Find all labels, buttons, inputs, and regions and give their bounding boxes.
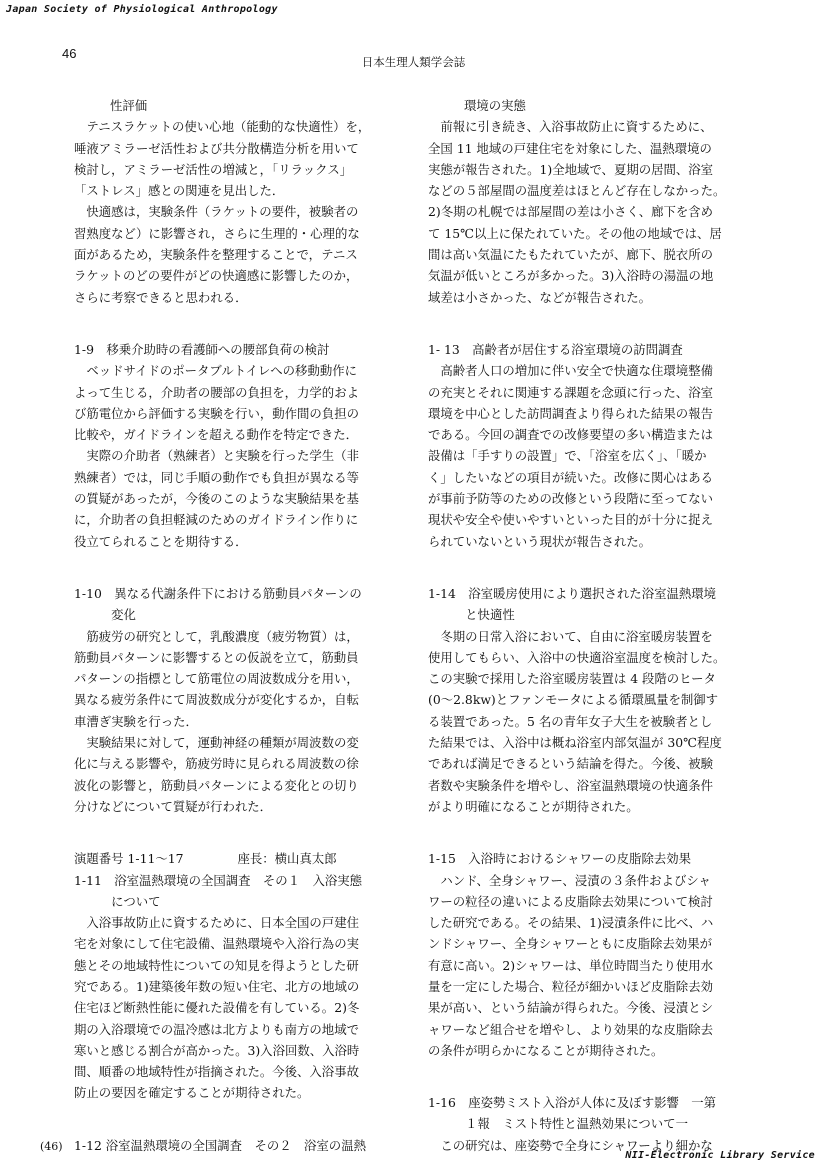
body-line: ベッドサイドのポータブルトイレへの移動動作に <box>74 363 358 379</box>
body-line: テニスラケットの使い心地（能動的な快適性）を， <box>74 119 371 135</box>
section-heading: 1-15 入浴時におけるシャワーの皮脂除去効果 <box>428 851 692 867</box>
body-line: 実験結果に対して，運動神経の種類が周波数の変 <box>74 735 359 751</box>
body-line: 防止の要因を確定することが期待された。 <box>74 1085 310 1101</box>
session-info <box>74 848 400 869</box>
body-line: 者数や実験条件を増やし、浴室温熱環境の快適条件 <box>428 777 713 793</box>
section-heading: 1-9 移乗介助時の看護師への腰部負荷の検討 <box>74 341 330 357</box>
body-line: 現状や安全や使いやすいといった目的が十分に捉え <box>428 512 713 528</box>
left-column <box>74 95 400 1156</box>
body-line: が事前予防等のための改修という段階に至ってない <box>428 491 713 507</box>
body-line: ワーの粒径の違いによる皮脂除去効果について検討 <box>428 893 713 909</box>
body-line: 量を一定にした場合、粒径が細かいほど皮脂除去効 <box>428 978 713 994</box>
body-line: 有意に高い。2)シャワーは、単位時間当たり使用水 <box>428 957 714 973</box>
nii-service-label: NII-Electronic Library Service <box>625 1150 815 1161</box>
body-line: 宅を対象にして住宅設備、温熱環境や入浴行為の実 <box>74 936 359 952</box>
body-line: 冬期の日常入浴において、自由に浴室暖房装置を <box>428 628 713 644</box>
body-line: 車漕ぎ実験を行った． <box>74 713 198 729</box>
section-body <box>428 360 754 552</box>
body-line: 使用してもらい、入浴中の快適浴室温度を検討した。 <box>428 649 726 665</box>
body-line: この研究は、座姿勢で全身にシャワーより細かな <box>428 1137 713 1153</box>
society-header: Japan Society of Physiological Anthropology <box>6 4 278 15</box>
section-heading: 1-16 座姿勢ミスト入浴が人体に及ぼす影響 一第 <box>428 1095 717 1111</box>
body-line: 域差は小さかった、などが報告された。 <box>428 289 652 305</box>
section-body <box>74 116 400 308</box>
body-line: 究である。1)建築後年数の短い住宅、北方の地域の <box>74 978 360 994</box>
body-line: さらに考察できると思われる． <box>74 289 248 305</box>
body-line: 果が高い、という結論が得られた。今後、浸漬とシ <box>428 1000 713 1016</box>
body-line: 検討し，アミラーゼ活性の増減と，「リラックス」 <box>74 161 353 177</box>
body-line: 高齢者人口の増加に伴い安全で快適な住環境整備 <box>428 363 713 379</box>
body-line: の条件が明らかになることが期待された。 <box>428 1042 664 1058</box>
section-heading: 1-12 浴室温熱環境の全国調査 その２ 浴室の温熱 <box>74 1137 366 1153</box>
section-heading-cont: １報 ミスト特性と温熱効果について一 <box>428 1116 688 1132</box>
body-line: 異なる疲労条件にて周波数成分が変化するか，自転 <box>74 692 359 708</box>
body-line: 入浴事故防止に資するために、日本全国の戸建住 <box>74 915 359 931</box>
section-heading: 1-14 浴室暖房使用により選択された浴室温熱環境 <box>428 585 717 601</box>
session-label: 演題番号 1-11～17 <box>74 851 184 867</box>
body-line: よって生じる，介助者の腰部の負担を，力学的およ <box>74 384 359 400</box>
section-body <box>428 870 754 1062</box>
body-line: た結果では、入浴中は概ね浴室内部気温が 30℃程度 <box>428 735 722 751</box>
journal-title: 日本生理人類学会誌 <box>361 55 466 69</box>
body-line: であれば満足できるという結論を得た。今後、被験 <box>428 756 713 772</box>
body-line: る装置であった。5 名の青年女子大生を被験者とし <box>428 713 713 729</box>
body-line: ンドシャワー、全身シャワーともに皮脂除去効果が <box>428 936 712 952</box>
body-line: に，介助者の負担軽減のためのガイドライン作りに <box>74 512 359 528</box>
footer-page-label: (46) <box>40 1140 63 1153</box>
body-line: 筋疲労の研究として，乳酸濃度（疲労物質）は， <box>74 628 359 644</box>
right-column <box>428 95 754 1156</box>
section-body <box>74 360 400 552</box>
body-line: 快適感は，実験条件（ラケットの要件，被験者の <box>74 204 359 220</box>
body-line: (0～2.8kw)とファンモータによる循環風量を制御す <box>428 692 719 708</box>
body-line: などの５部屋間の温度差はほとんど存在しなかった。 <box>428 183 726 199</box>
section-heading-cont: について <box>74 893 161 909</box>
body-line: 唾液アミラーゼ活性および共分散構造分析を用いて <box>74 140 359 156</box>
body-line: 筋動員パターンに影響するとの仮説を立て，筋動員 <box>74 649 359 665</box>
body-line: 住宅ほど断熱性能に優れた設備を有している。2)冬 <box>74 1000 360 1016</box>
body-line: 環境を中心とした訪問調査より得られた結果の報告 <box>428 405 713 421</box>
body-line: の充実とそれに関連する課題を念頭に行った、浴室 <box>428 384 713 400</box>
section-heading-cont: と快適性 <box>428 607 515 623</box>
body-line: がより明確になることが期待された。 <box>428 798 639 814</box>
body-line: 2)冬期の札幌では部屋間の差は小さく、廊下を含め <box>428 204 714 220</box>
body-line: 寒いと感じる割合が高かった。3)入浴回数、入浴時 <box>74 1042 360 1058</box>
body-line: ャワーなど組合せを増やし、より効果的な皮脂除去 <box>428 1021 713 1037</box>
body-line: 波化の影響と，筋動員パターンによる変化との切り <box>74 777 359 793</box>
section-heading: 性評価 <box>110 98 148 113</box>
body-line: 熟練者）では，同じ手順の動作でも負担が異なる等 <box>74 469 359 485</box>
body-line: ハンド、全身シャワー、浸漬の３条件およびシャ <box>428 872 711 888</box>
body-line: 習熟度など）に影響され，さらに生理的・心理的な <box>74 225 360 241</box>
body-line: 役立てられることを期待する． <box>74 533 248 549</box>
body-line: 分けなどについて質疑が行われた． <box>74 798 273 814</box>
section-heading: 1- 13 高齢者が居住する浴室環境の訪問調査 <box>428 341 683 357</box>
section-body <box>74 626 400 818</box>
body-line: 面があるため，実験条件を整理することで，テニス <box>74 247 358 263</box>
section-heading-cont: 変化 <box>74 607 136 623</box>
body-line: 間は高い気温にたもたれていたが、廊下、脱衣所の <box>428 247 713 263</box>
body-line: である。今回の調査での改修要望の多い構造または <box>428 427 713 443</box>
body-line: ラケットのどの要件がどの快適感に影響したのか， <box>74 268 359 284</box>
body-line: 態とその地域特性についての知見を得ようとした研 <box>74 957 359 973</box>
body-line: て 15℃以上に保たれていた。その他の地域では、居 <box>428 225 722 241</box>
section-body <box>428 626 754 818</box>
body-line: 実際の介助者（熟練者）と実験を行った学生（非 <box>74 448 359 464</box>
section-heading: 1-10 異なる代謝条件下における筋動員パターンの <box>74 585 362 601</box>
body-line: パターンの指標として筋電位の周波数成分を用い， <box>74 671 359 687</box>
body-line: の質疑があったが，今後のこのような実験結果を基 <box>74 491 359 507</box>
body-line: 期の入浴環境での温冷感は北方よりも南方の地域で <box>74 1021 359 1037</box>
body-line: した研究である。その結果、1)浸漬条件に比べ、ハ <box>428 915 714 931</box>
body-line: 化に与える影響や，筋疲労時に見られる周波数の徐 <box>74 756 359 772</box>
section-heading: 1-11 浴室温熱環境の全国調査 その１ 入浴実態 <box>74 872 363 888</box>
body-line: この実験で採用した浴室暖房装置は 4 段階のヒータ <box>428 671 716 687</box>
body-line: 間、順番の地域特性が指摘された。今後、入浴事故 <box>74 1064 359 1080</box>
section-body <box>428 116 754 308</box>
body-line: 設備は「手すりの設置」で、「浴室を広く」、「暖か <box>428 448 707 464</box>
section-heading: 環境の実態 <box>464 98 526 113</box>
body-line: 前報に引き続き、入浴事故防止に資するために、 <box>428 119 713 135</box>
body-line: く」したいなどの項目が続いた。改修に関心はある <box>428 469 713 485</box>
section-body <box>74 912 400 1104</box>
body-line: び筋電位から評価する実験を行い，動作間の負担の <box>74 405 359 421</box>
body-line: 「ストレス」感との関連を見出した． <box>74 183 285 199</box>
body-line: 全国 11 地域の戸建住宅を対象にした、温熱環境の <box>428 140 712 156</box>
session-chair: 座長：横山真太郎 <box>237 851 337 867</box>
body-line: 気温が低いところが多かった。3)入浴時の湯温の地 <box>428 268 714 284</box>
body-line: 実態が報告された。1)全地域で、夏期の居間、浴室 <box>428 161 714 177</box>
body-line: られていないという現状が報告された。 <box>428 533 652 549</box>
page-number: 46 <box>62 46 77 61</box>
body-line: 比較や，ガイドラインを超える動作を特定できた． <box>74 427 358 443</box>
